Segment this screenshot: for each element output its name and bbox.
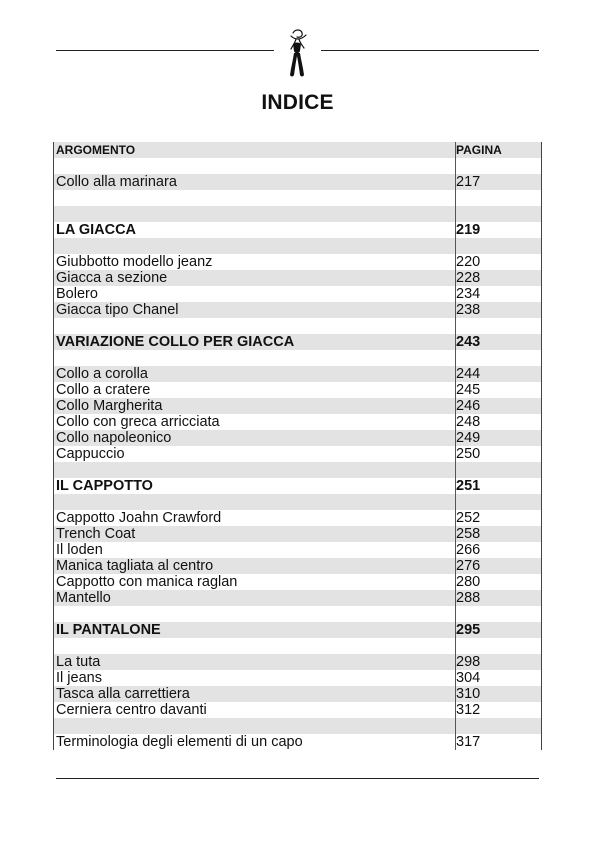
entry-title: Il jeans xyxy=(56,670,102,686)
page-number: 244 xyxy=(456,366,481,382)
entry-title: Giacca a sezione xyxy=(56,270,168,286)
page-number: 251 xyxy=(456,478,481,494)
fashion-sketch-icon xyxy=(279,27,315,79)
table-row xyxy=(54,398,541,414)
entry-title: La tuta xyxy=(56,654,101,670)
page-number: 258 xyxy=(456,526,481,542)
entry-title: VARIAZIONE COLLO PER GIACCA xyxy=(56,334,295,350)
spacer-row xyxy=(54,318,541,334)
table-row xyxy=(54,574,541,590)
table-row xyxy=(54,590,541,606)
table-row xyxy=(54,686,541,702)
page-number: 245 xyxy=(456,382,481,398)
entry-title: Collo con greca arricciata xyxy=(56,414,220,430)
entry-title: Terminologia degli elementi di un capo xyxy=(56,734,303,750)
page-number: 234 xyxy=(456,286,481,302)
table-row xyxy=(54,286,541,302)
header-rule-right xyxy=(321,50,539,51)
table-row xyxy=(54,702,541,718)
header-rule-left xyxy=(56,50,274,51)
spacer-row xyxy=(54,206,541,222)
entry-title: Cappotto Joahn Crawford xyxy=(56,510,222,526)
spacer-row xyxy=(54,158,541,174)
section-row xyxy=(54,478,541,494)
section-row xyxy=(54,222,541,238)
table-row xyxy=(54,414,541,430)
page-number: 288 xyxy=(456,590,481,606)
table-header-row xyxy=(54,142,541,158)
entry-title: LA GIACCA xyxy=(56,222,137,238)
page-number: 217 xyxy=(456,174,481,190)
spacer-row xyxy=(54,238,541,254)
page-number: 266 xyxy=(456,542,481,558)
spacer-row xyxy=(54,190,541,206)
entry-title: Collo a cratere xyxy=(56,382,151,398)
table-row xyxy=(54,558,541,574)
page-number: 219 xyxy=(456,222,481,238)
page-number: 248 xyxy=(456,414,481,430)
table-row xyxy=(54,510,541,526)
spacer-row xyxy=(54,638,541,654)
entry-title: Trench Coat xyxy=(56,526,136,542)
entry-title: Il loden xyxy=(56,542,103,558)
table-row xyxy=(54,430,541,446)
page-number: 250 xyxy=(456,446,481,462)
page-number: 295 xyxy=(456,622,481,638)
page-number: 249 xyxy=(456,430,481,446)
entry-title: IL CAPPOTTO xyxy=(56,478,153,494)
table-row xyxy=(54,366,541,382)
table-row xyxy=(54,382,541,398)
table-row xyxy=(54,254,541,270)
table-row xyxy=(54,174,541,190)
section-row xyxy=(54,334,541,350)
table-row xyxy=(54,446,541,462)
page-number: 276 xyxy=(456,558,481,574)
entry-title: IL PANTALONE xyxy=(56,622,161,638)
entry-title: Giacca tipo Chanel xyxy=(56,302,179,318)
spacer-row xyxy=(54,462,541,478)
page-number: 317 xyxy=(456,734,481,750)
spacer-row xyxy=(54,350,541,366)
entry-title: Giubbotto modello jeanz xyxy=(56,254,213,270)
spacer-row xyxy=(54,606,541,622)
entry-title: Collo alla marinara xyxy=(56,174,177,190)
page-number: 228 xyxy=(456,270,481,286)
entry-title: Cerniera centro davanti xyxy=(56,702,207,718)
table-row xyxy=(54,654,541,670)
entry-title: Cappotto con manica raglan xyxy=(56,574,238,590)
table-row xyxy=(54,542,541,558)
table-row xyxy=(54,302,541,318)
entry-title: Mantello xyxy=(56,590,111,606)
column-header-argomento: ARGOMENTO xyxy=(56,143,136,157)
page-number: 304 xyxy=(456,670,481,686)
table-row xyxy=(54,270,541,286)
spacer-row xyxy=(54,494,541,510)
section-row xyxy=(54,622,541,638)
spacer-row xyxy=(54,718,541,734)
page-title: INDICE xyxy=(261,91,334,114)
page-number: 312 xyxy=(456,702,481,718)
page-number: 280 xyxy=(456,574,481,590)
entry-title: Collo Margherita xyxy=(56,398,163,414)
entry-title: Collo a corolla xyxy=(56,366,148,382)
page-number: 243 xyxy=(456,334,481,350)
entry-title: Manica tagliata al centro xyxy=(56,558,214,574)
table-row xyxy=(54,734,541,750)
column-header-pagina: PAGINA xyxy=(456,143,502,157)
page-number: 310 xyxy=(456,686,481,702)
entry-title: Bolero xyxy=(56,286,98,302)
page-number: 220 xyxy=(456,254,481,270)
page-number: 246 xyxy=(456,398,481,414)
page-number: 238 xyxy=(456,302,481,318)
page-number: 298 xyxy=(456,654,481,670)
entry-title: Collo napoleonico xyxy=(56,430,172,446)
table-of-contents xyxy=(53,142,542,750)
entry-title: Cappuccio xyxy=(56,446,125,462)
footer-rule xyxy=(56,778,539,779)
table-row xyxy=(54,670,541,686)
page-number: 252 xyxy=(456,510,481,526)
table-row xyxy=(54,526,541,542)
entry-title: Tasca alla carrettiera xyxy=(56,686,190,702)
